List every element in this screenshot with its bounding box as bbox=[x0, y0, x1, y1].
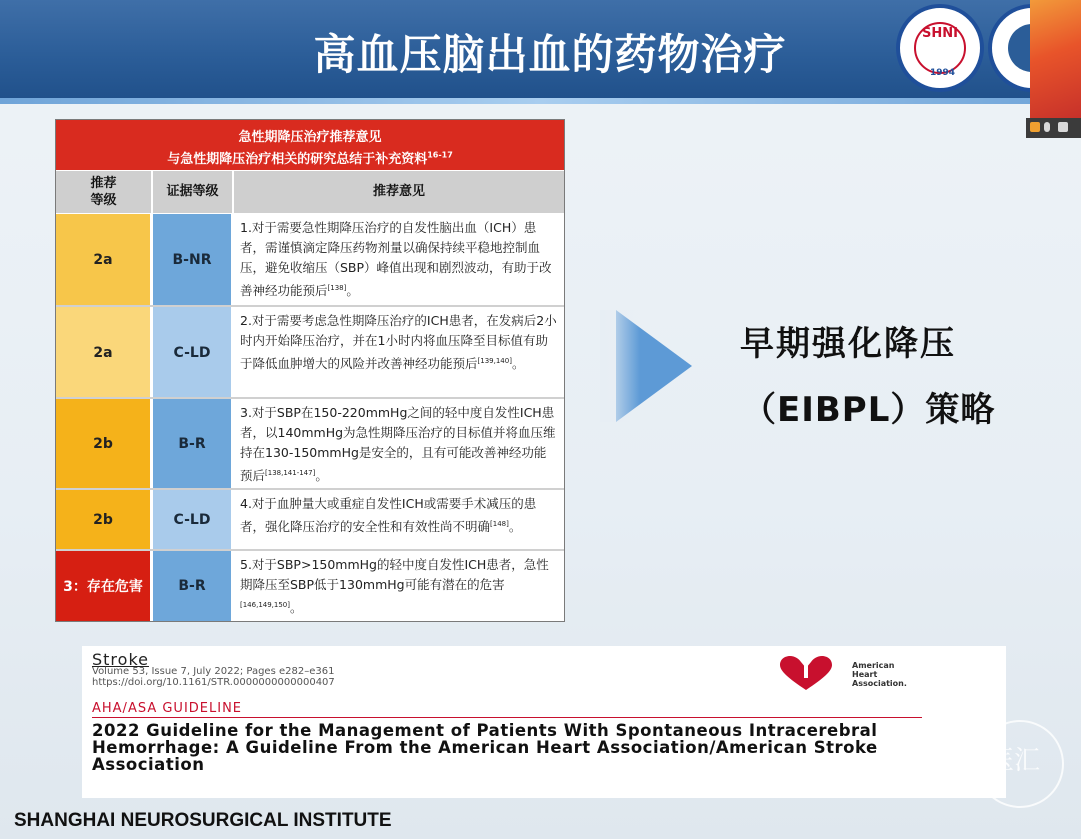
recommendation-cell: 5.对于SBP>150mmHg的轻中度自发性ICH患者，急性期降压至SBP低于130mmHg可能有潜在的危害[146,149,150]。 bbox=[234, 551, 564, 621]
user-icon[interactable] bbox=[1030, 122, 1040, 132]
guideline-rule bbox=[92, 717, 922, 718]
table-title-line2: 与急性期降压治疗相关的研究总结于补充资料$^{16-17}$ bbox=[167, 150, 453, 167]
paper-citation bbox=[82, 646, 1006, 798]
table-row bbox=[56, 490, 564, 550]
grade-cell: 2b bbox=[56, 490, 152, 550]
grade-cell: 2a bbox=[56, 307, 152, 398]
table-row bbox=[56, 399, 564, 489]
video-controls-bar bbox=[1026, 118, 1081, 138]
level-cell: B-R bbox=[153, 399, 233, 489]
paper-title: 2022 Guideline for the Management of Patients With Spontaneous Intracerebral Hemorrhage: A Guideline From the American Heart Association/American Stroke Association bbox=[92, 721, 878, 774]
more-icon[interactable] bbox=[1058, 122, 1068, 132]
slide-title: 高血压脑出血的药物治疗 bbox=[313, 30, 787, 79]
level-cell: B-R bbox=[153, 551, 233, 621]
table-row bbox=[56, 307, 564, 398]
grade-cell: 2b bbox=[56, 399, 152, 489]
column-header-recommendation: 推荐意见 bbox=[234, 171, 564, 213]
shni-logo-tag: SHNI bbox=[922, 26, 958, 41]
journal-volume: Volume 53, Issue 7, July 2022; Pages e282–e361 bbox=[92, 666, 335, 677]
shni-logo-year: 1994 bbox=[930, 68, 956, 78]
recommendation-cell: 4.对于血肿量大或重症自发性ICH或需要手术减压的患者，强化降压治疗的安全性和有效性尚不明确[148]。 bbox=[234, 490, 564, 550]
aha-name: American Heart Association. bbox=[852, 661, 907, 688]
grade-cell: 3：存在危害 bbox=[56, 551, 152, 621]
watermark-text: 医汇 bbox=[988, 746, 1041, 776]
arrow-fade bbox=[600, 310, 640, 422]
microphone-icon[interactable] bbox=[1044, 122, 1050, 132]
aha-heart-torch-icon bbox=[778, 656, 834, 692]
presenter-video-thumbnail[interactable] bbox=[1030, 0, 1081, 118]
guideline-label: AHA/ASA GUIDELINE bbox=[92, 701, 243, 716]
level-cell: C-LD bbox=[153, 490, 233, 550]
strategy-subtitle: （EIBPL）策略 bbox=[742, 390, 996, 430]
strategy-title: 早期强化降压 bbox=[740, 324, 956, 364]
level-cell: C-LD bbox=[153, 307, 233, 398]
table-row bbox=[56, 551, 564, 621]
level-cell: B-NR bbox=[153, 214, 233, 306]
journal-name: Stroke bbox=[92, 650, 149, 669]
journal-doi: https://doi.org/10.1161/STR.0000000000000407 bbox=[92, 677, 335, 688]
shni-logo bbox=[896, 4, 984, 92]
recommendation-cell: 2.对于需要考虑急性期降压治疗的ICH患者，在发病后2小时内开始降压治疗，并在1小时内将血压降至目标值有助于降低血肿增大的风险并改善神经功能预后[139,140]。 bbox=[234, 307, 564, 398]
footer-institute: SHANGHAI NEUROSURGICAL INSTITUTE bbox=[14, 810, 392, 831]
table-title-line1: 急性期降压治疗推荐意见 bbox=[238, 130, 382, 145]
recommendation-table bbox=[55, 119, 565, 622]
table-row bbox=[56, 214, 564, 306]
recommendation-cell: 3.对于SBP在150-220mmHg之间的轻中度自发性ICH患者，以140mmHg为急性期降压治疗的目标值并将血压维持在130-150mmHg是安全的，且有可能改善神经功能预后[138,141-147]。 bbox=[234, 399, 564, 489]
column-header-level: 证据等级 bbox=[153, 171, 233, 213]
grade-cell: 2a bbox=[56, 214, 152, 306]
recommendation-cell: 1.对于需要急性期降压治疗的自发性脑出血（ICH）患者，需谨慎滴定降压药物剂量以确保持续平稳地控制血压，避免收缩压（SBP）峰值出现和剧烈波动，有助于改善神经功能预后[138]。 bbox=[234, 214, 564, 306]
table-title bbox=[56, 120, 564, 170]
column-header-grade: 推荐 等级 bbox=[56, 171, 152, 213]
